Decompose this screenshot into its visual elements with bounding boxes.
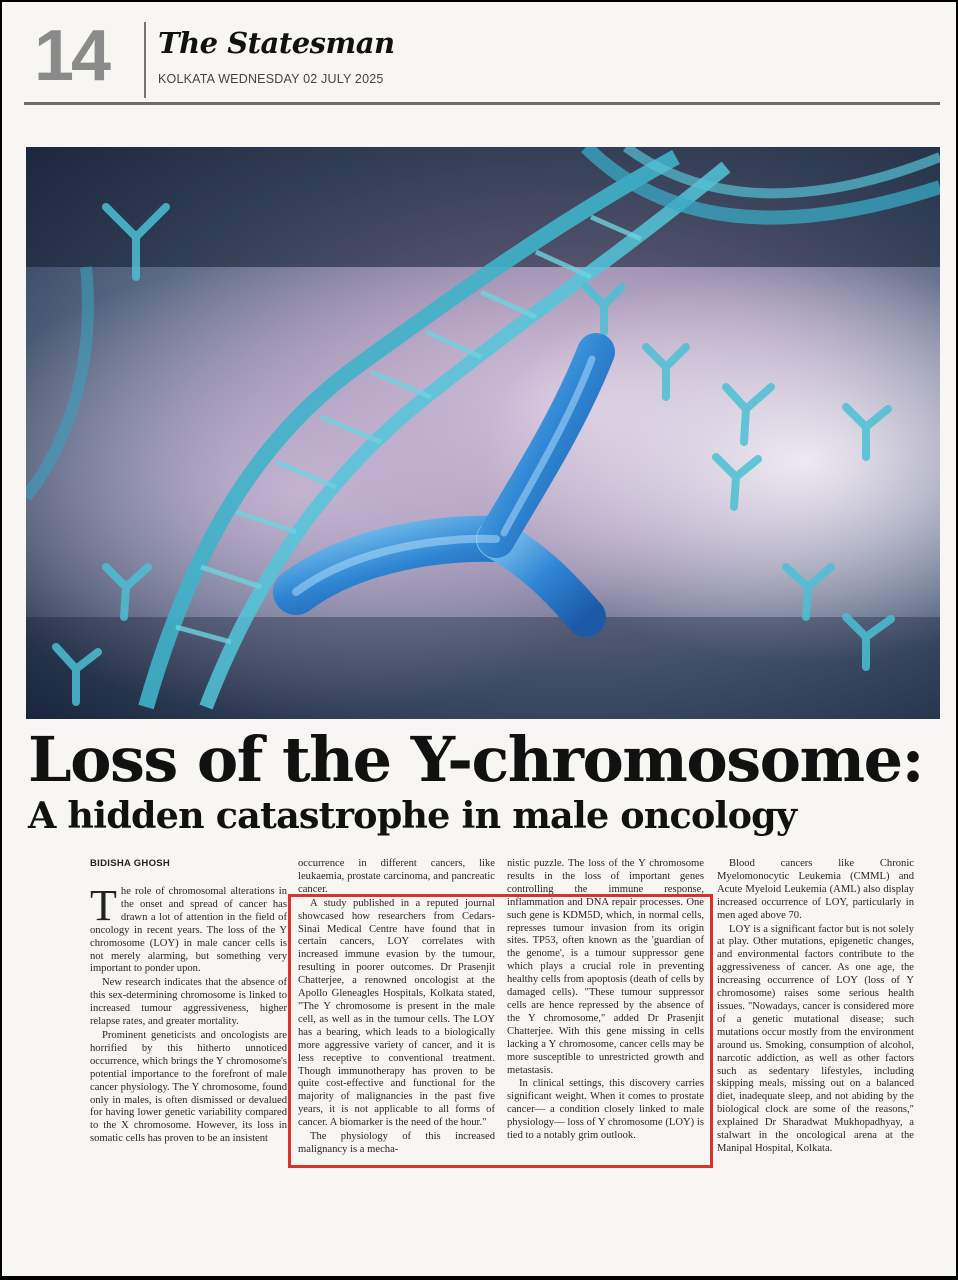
masthead-divider [144,22,146,98]
article-paragraph: Blood cancers like Chronic Myelomonocytic Leukemia (CMML) and Acute Myeloid Leukemia (AML) also display increased occurrence of LOY, particularly in men aged above 70. [717,858,914,921]
article-paragraph: LOY is a significant factor but is not solely at play. Other mutations, epigenetic changes, and environmental factors contribute to the aggressiveness of cancer. As one age, the increasing occurrence of LOY (loss of Y chromosome) raises some serious health issues. "Nowadays, cancer is considered more of a genetic mutational disease; such mutations occur mostly from the environment around us. Smoking, consumption of alcohol, narcotic addiction, as well as other factors such as sedentary lifestyles, including skipping meals, missing out on a balanced diet, inadequate sleep, and not abiding by the biological clock are some of the reasons," explained Dr Sharadwat Mukhopadhyay, a stalwart in the oncological arena at the Manipal Hospital, Kolkata. [717,923,914,1154]
article-paragraph: occurrence in different cancers, like leukaemia, prostate carcinoma, and pancreatic cancer. [298,858,495,895]
article-paragraph: nistic puzzle. The loss of the Y chromosome results in the loss of important genes controlling the immune response, inflammation and DNA repair processes. One such gene is KDM5D, which, in normal cells, represses tumour invasion from its origin sites. TP53, often known as the 'guardian of the genome', is a tumour suppressor gene which plays a crucial role in preventing healthy cells from apoptosis (death of cells by damaged cells). "These tumour suppressor cells are hence repressed by the absence of the Y chromosome," added Dr Prasenjit Chatterjee. With this gene missing in cells lacking a Y chromosome, cancer cells may be more susceptible to unrestricted growth and metastasis. [507,858,704,1076]
masthead [24,16,940,106]
article-body [90,858,912,1270]
article-paragraph: The physiology of this increased malignancy is a mecha- [298,1131,495,1155]
article-column-4 [717,858,914,1156]
newspaper-logo: The Statesman [158,26,395,60]
dateline: KOLKATA WEDNESDAY 02 JULY 2025 [158,72,384,86]
drop-cap: T [90,881,117,930]
masthead-rule [24,102,940,105]
hero-illustration [26,147,940,719]
headline-main: Loss of the Y-chromosome: [28,723,923,796]
headline-sub: A hidden catastrophe in male oncology [28,794,797,837]
article-column-3 [507,858,704,1143]
article-column-2 [298,858,495,1157]
article-paragraph: Prominent geneticists and oncologists are horrified by this hitherto unnoticed occurrence, which brings the Y chromosome's potential importance to the forefront of male cancer physiology. The Y chromosome, found only in males, is often dismissed or devalued for having lower genetic variability compared to the X chromosome. However, its loss in somatic cells has proven to be an insistent [90,1029,287,1145]
article-paragraph: A study published in a reputed journal showcased how researchers from Cedars-Sinai Medical Centre have found that in certain cancers, LOY correlates with increased immune evasion by the tumour, resulting in poorer outcomes. Dr Prasenjit Chatterjee, a renowned oncologist at the Apollo Gleneagles Hospitals, Kolkata stated, "The Y chromosome is present in the male cell, as well as in the tumour cells. The LOY has a bearing, which leads to a biologically more aggressive variety of cancer, and it is less receptive to conventional treatment. Though immunotherapy has proven to be quite cost-effective and functional for the majority of malignancies in the past five years, it is not applicable to all forms of cancer. A biomarker is the need of the hour." [298,897,495,1129]
dna-chromosome-illustration [26,147,940,719]
headline [28,723,940,838]
article-paragraph: New research indicates that the absence of this sex-determining chromosome is linked to increased tumour aggressiveness, higher relapse rates, and greater mortality. [90,977,287,1028]
byline: BIDISHA GHOSH [90,858,171,869]
newspaper-page [2,2,956,1276]
article-paragraph: In clinical settings, this discovery carries significant weight. When it comes to prostate cancer— a condition closely linked to male physiology— loss of Y chromosome (LOY) is tied to a notably grim outlook. [507,1078,704,1142]
article-paragraph: The role of chromosomal alterations in the onset and spread of cancer has drawn a lot of attention in the field of oncology in recent years. The loss of the Y chromosome (LOY) in male cancer cells is not merely alarming, but something very important to ponder upon. [90,881,287,975]
page-number: 14 [34,16,109,96]
article-column-1 [90,858,287,1146]
